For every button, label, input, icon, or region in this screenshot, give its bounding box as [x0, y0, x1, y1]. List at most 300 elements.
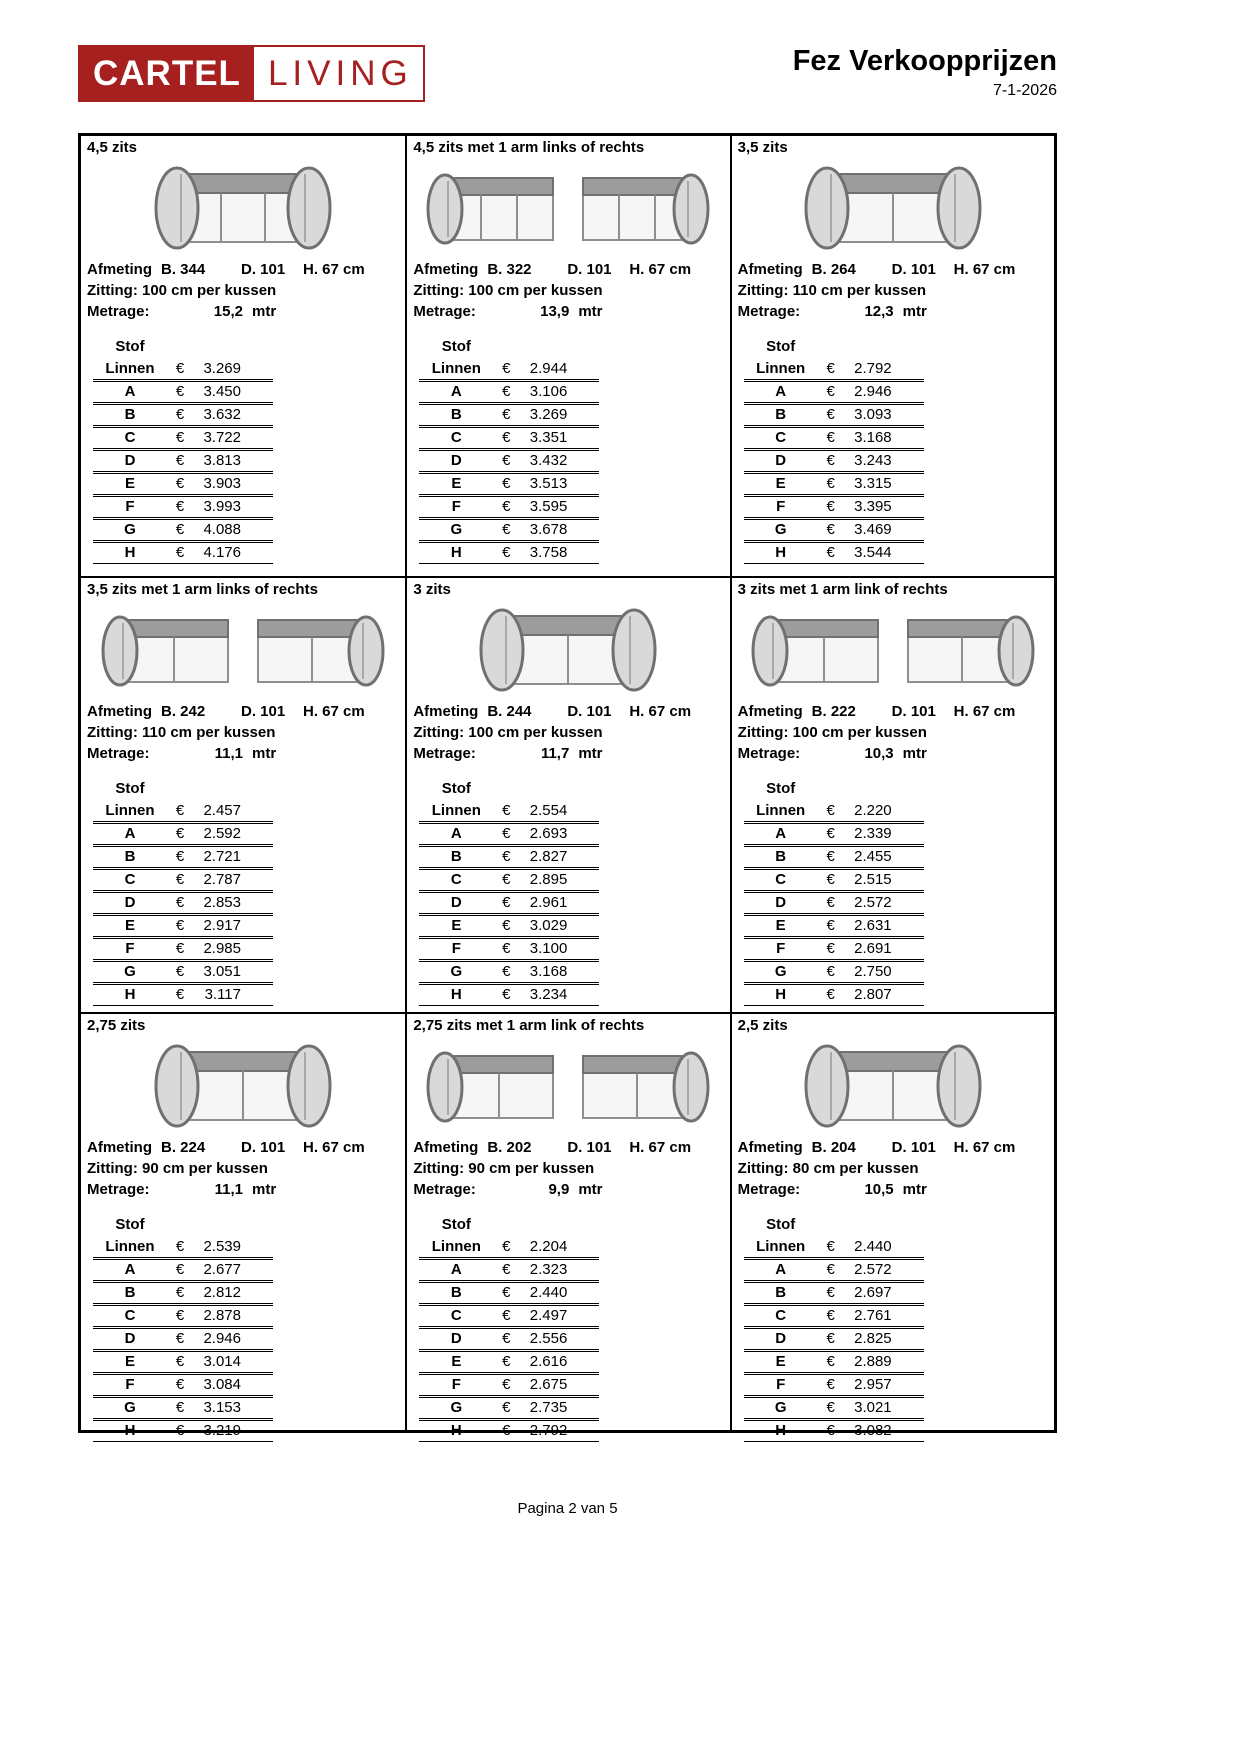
price-value: 3.678 — [529, 521, 568, 538]
price-value: 3.903 — [203, 475, 241, 492]
mtr-unit: mtr — [902, 303, 927, 320]
metrage-label: Metrage: — [737, 745, 801, 762]
price-value: 2.675 — [529, 1376, 568, 1393]
dimensions-line — [413, 259, 723, 280]
price-row — [744, 1305, 924, 1327]
width-value: B. 244 — [487, 703, 532, 720]
fabric-name: B — [124, 848, 136, 865]
price-row — [744, 1237, 924, 1258]
metrage-value: 15,2 — [213, 303, 243, 320]
euro-sign: € — [502, 1307, 511, 1324]
price-value: 3.432 — [529, 452, 568, 469]
fabric-name: A — [775, 383, 787, 400]
price-value: 2.721 — [203, 848, 241, 865]
euro-sign: € — [175, 871, 185, 888]
price-row — [419, 1237, 599, 1258]
fabric-name: C — [450, 1307, 462, 1324]
price-row — [419, 846, 599, 868]
euro-sign: € — [175, 1238, 185, 1255]
sofa-diagram-icon — [87, 1035, 399, 1137]
euro-sign: € — [502, 1261, 511, 1278]
euro-sign: € — [175, 429, 185, 446]
sofa-two-arms-icon — [151, 1042, 335, 1132]
metrage-label: Metrage: — [413, 1181, 476, 1198]
price-value: 2.323 — [529, 1261, 568, 1278]
product-title: 2,75 zits — [87, 1017, 146, 1034]
price-value: 2.631 — [854, 917, 892, 934]
fabric-name: G — [774, 521, 787, 538]
euro-sign: € — [175, 848, 185, 865]
afmeting-label: Afmeting — [737, 1139, 803, 1156]
euro-sign: € — [175, 917, 185, 934]
price-value: 3.632 — [203, 406, 241, 423]
price-value: 3.315 — [854, 475, 892, 492]
fabric-name: H — [124, 986, 136, 1003]
stof-header: Stof — [766, 1216, 796, 1233]
euro-sign: € — [502, 1284, 511, 1301]
zitting-line: Zitting: 100 cm per kussen — [87, 282, 277, 299]
euro-sign: € — [502, 802, 511, 819]
price-value: 3.243 — [854, 452, 892, 469]
euro-sign: € — [826, 406, 835, 423]
fabric-name: F — [451, 498, 461, 515]
euro-sign: € — [502, 940, 511, 957]
fabric-name: A — [124, 1261, 136, 1278]
fabric-name: A — [124, 383, 136, 400]
dimensions-line — [413, 1137, 723, 1158]
fabric-name: D — [124, 452, 136, 469]
fabric-name: F — [776, 940, 786, 957]
fabric-name: Linnen — [431, 802, 481, 819]
fabric-name: D — [450, 894, 462, 911]
price-value: 2.917 — [203, 917, 241, 934]
price-value: 2.792 — [529, 1422, 568, 1439]
metrage-value: 13,9 — [540, 303, 570, 320]
metrage-line — [87, 1179, 399, 1200]
product-cell — [81, 576, 405, 1012]
stof-header: Stof — [441, 780, 471, 797]
price-row — [93, 404, 273, 426]
sofa-two-arms-icon — [151, 164, 335, 254]
euro-sign: € — [826, 452, 835, 469]
logo-cartel-text: CARTEL — [80, 47, 254, 100]
price-value: 2.961 — [529, 894, 568, 911]
price-value: 3.014 — [203, 1353, 241, 1370]
fabric-name: E — [775, 1353, 786, 1370]
euro-sign: € — [175, 940, 185, 957]
euro-sign: € — [175, 360, 185, 377]
mtr-unit: mtr — [578, 1181, 603, 1198]
metrage-line — [87, 301, 399, 322]
sofa-two-arms-icon — [476, 606, 660, 696]
height-value: H. 67 cm — [629, 703, 692, 720]
product-cell — [405, 1012, 729, 1439]
price-row — [93, 542, 273, 564]
metrage-label: Metrage: — [87, 303, 150, 320]
fabric-name: H — [124, 1422, 136, 1439]
fabric-name: H — [124, 544, 136, 561]
euro-sign: € — [502, 406, 511, 423]
euro-sign: € — [175, 1261, 185, 1278]
fabric-name: F — [451, 1376, 461, 1393]
price-row — [93, 1397, 273, 1419]
fabric-name: H — [775, 1422, 787, 1439]
dimensions-line — [738, 701, 1048, 722]
stof-header: Stof — [766, 780, 796, 797]
euro-sign: € — [826, 1238, 835, 1255]
fabric-name: C — [124, 429, 136, 446]
price-value: 3.029 — [529, 917, 568, 934]
metrage-line — [738, 301, 1048, 322]
euro-sign: € — [175, 383, 185, 400]
stof-header: Stof — [766, 338, 796, 355]
price-row — [419, 450, 599, 472]
height-value: H. 67 cm — [303, 1139, 365, 1156]
price-row — [419, 869, 599, 891]
metrage-label: Metrage: — [413, 745, 476, 762]
price-rows — [419, 801, 599, 1006]
price-value: 3.219 — [203, 1422, 241, 1439]
page-number: Pagina 2 van 5 — [517, 1500, 618, 1517]
price-row — [744, 1374, 924, 1396]
product-cell — [405, 136, 729, 576]
price-row — [744, 519, 924, 541]
fabric-price-table — [93, 1215, 273, 1442]
price-value: 3.234 — [529, 986, 568, 1003]
price-value: 4.088 — [203, 521, 241, 538]
sofa-one-arm-left-icon — [425, 166, 559, 252]
afmeting-label: Afmeting — [413, 261, 479, 278]
zitting-line: Zitting: 100 cm per kussen — [413, 724, 603, 741]
euro-sign: € — [502, 1353, 511, 1370]
price-row — [419, 542, 599, 564]
metrage-value: 11,7 — [540, 745, 570, 762]
fabric-name: C — [450, 871, 462, 888]
fabric-name: Linnen — [756, 802, 806, 819]
depth-value: D. 101 — [241, 261, 286, 278]
price-value: 2.556 — [529, 1330, 568, 1347]
zitting-line: Zitting: 90 cm per kussen — [413, 1160, 595, 1177]
sofa-one-arm-right-icon — [577, 166, 711, 252]
price-row — [93, 1351, 273, 1373]
price-value: 3.595 — [529, 498, 568, 515]
price-value: 2.440 — [529, 1284, 568, 1301]
metrage-value: 9,9 — [548, 1181, 570, 1198]
width-value: B. 322 — [487, 261, 532, 278]
price-row — [419, 1259, 599, 1281]
price-row — [93, 1305, 273, 1327]
price-row — [93, 823, 273, 845]
metrage-label: Metrage: — [87, 1181, 150, 1198]
product-title: 2,5 zits — [737, 1017, 788, 1034]
euro-sign: € — [826, 1307, 835, 1324]
price-row — [419, 473, 599, 495]
metrage-label: Metrage: — [737, 1181, 801, 1198]
fabric-name: B — [450, 406, 462, 423]
euro-sign: € — [175, 1399, 185, 1416]
metrage-line — [87, 743, 399, 764]
stof-header: Stof — [441, 338, 471, 355]
price-row — [419, 823, 599, 845]
product-title: 4,5 zits — [87, 139, 138, 156]
metrage-line — [738, 1179, 1048, 1200]
price-value: 3.168 — [854, 429, 892, 446]
page-footer — [78, 1500, 1057, 1517]
price-row — [93, 381, 273, 403]
price-row — [419, 359, 599, 380]
price-row — [93, 359, 273, 380]
euro-sign: € — [502, 825, 511, 842]
euro-sign: € — [502, 452, 511, 469]
fabric-name: F — [451, 940, 461, 957]
price-value: 2.592 — [203, 825, 241, 842]
width-value: B. 264 — [811, 261, 856, 278]
euro-sign: € — [502, 521, 511, 538]
price-value: 2.693 — [529, 825, 568, 842]
euro-sign: € — [502, 871, 511, 888]
price-value: 3.093 — [854, 406, 892, 423]
euro-sign: € — [502, 1376, 511, 1393]
height-value: H. 67 cm — [953, 1139, 1016, 1156]
fabric-name: D — [124, 1330, 136, 1347]
fabric-name: A — [450, 825, 462, 842]
price-row — [744, 823, 924, 845]
euro-sign: € — [826, 825, 835, 842]
price-value: 2.946 — [854, 383, 892, 400]
sofa-diagram-icon — [413, 599, 723, 701]
fabric-name: D — [124, 894, 136, 911]
price-value: 3.544 — [854, 544, 892, 561]
metrage-line — [413, 743, 723, 764]
fabric-name: A — [124, 825, 136, 842]
fabric-price-table — [419, 1215, 599, 1442]
price-row — [93, 1282, 273, 1304]
price-row — [744, 1328, 924, 1350]
euro-sign: € — [175, 521, 185, 538]
euro-sign: € — [175, 498, 185, 515]
price-row — [419, 1374, 599, 1396]
sofa-diagram-icon — [413, 157, 723, 259]
price-value: 2.677 — [203, 1261, 241, 1278]
price-value: 2.957 — [854, 1376, 892, 1393]
product-cell — [81, 136, 405, 576]
product-cell — [405, 576, 729, 1012]
price-row — [419, 892, 599, 914]
euro-sign: € — [826, 871, 835, 888]
euro-sign: € — [175, 1353, 185, 1370]
fabric-name: D — [775, 452, 787, 469]
euro-sign: € — [826, 360, 835, 377]
price-row — [744, 892, 924, 914]
zitting-line: Zitting: 100 cm per kussen — [737, 724, 927, 741]
fabric-name: F — [776, 498, 786, 515]
metrage-value: 10,3 — [864, 745, 894, 762]
price-row — [419, 801, 599, 822]
fabric-name: B — [124, 406, 136, 423]
price-row — [419, 1351, 599, 1373]
fabric-name: G — [124, 963, 136, 980]
price-row — [93, 938, 273, 960]
afmeting-label: Afmeting — [737, 703, 803, 720]
product-title: 3 zits met 1 arm link of rechts — [737, 581, 948, 598]
afmeting-label: Afmeting — [87, 703, 152, 720]
fabric-name: Linnen — [431, 360, 481, 377]
fabric-name: A — [450, 1261, 462, 1278]
metrage-line — [413, 1179, 723, 1200]
afmeting-label: Afmeting — [87, 261, 152, 278]
euro-sign: € — [826, 498, 835, 515]
price-value: 2.812 — [203, 1284, 241, 1301]
width-value: B. 222 — [811, 703, 856, 720]
euro-sign: € — [175, 986, 185, 1003]
price-row — [419, 915, 599, 937]
fabric-name: G — [124, 1399, 136, 1416]
mtr-unit: mtr — [252, 303, 277, 320]
price-value: 3.993 — [203, 498, 241, 515]
price-value: 2.792 — [854, 360, 892, 377]
dimensions-line — [87, 1137, 399, 1158]
fabric-name: G — [450, 521, 463, 538]
fabric-price-table — [744, 779, 924, 1006]
price-value: 2.807 — [854, 986, 892, 1003]
metrage-label: Metrage: — [413, 303, 476, 320]
euro-sign: € — [826, 917, 835, 934]
fabric-name: Linnen — [431, 1238, 481, 1255]
logo-living-text: LIVING — [254, 47, 423, 100]
zitting-line: Zitting: 80 cm per kussen — [737, 1160, 919, 1177]
afmeting-label: Afmeting — [87, 1139, 152, 1156]
fabric-name: C — [124, 871, 136, 888]
euro-sign: € — [502, 1399, 511, 1416]
price-rows — [419, 359, 599, 564]
price-row — [744, 542, 924, 564]
price-row — [744, 1259, 924, 1281]
euro-sign: € — [175, 963, 185, 980]
price-rows — [744, 801, 924, 1006]
fabric-name: C — [775, 429, 787, 446]
fabric-name: D — [450, 1330, 462, 1347]
product-cell — [730, 136, 1054, 576]
price-row — [744, 984, 924, 1006]
metrage-value: 12,3 — [864, 303, 894, 320]
sofa-diagram-icon — [738, 599, 1048, 701]
cartel-living-logo — [78, 45, 425, 102]
sofa-diagram-icon — [87, 599, 399, 701]
euro-sign: € — [502, 360, 511, 377]
euro-sign: € — [502, 1330, 511, 1347]
mtr-unit: mtr — [578, 745, 603, 762]
price-value: 3.722 — [203, 429, 241, 446]
fabric-price-table — [419, 779, 599, 1006]
fabric-name: B — [450, 848, 462, 865]
price-rows — [93, 801, 273, 1006]
fabric-name: A — [775, 825, 787, 842]
price-value: 3.269 — [203, 360, 241, 377]
height-value: H. 67 cm — [303, 703, 365, 720]
fabric-name: H — [450, 544, 462, 561]
euro-sign: € — [502, 1238, 511, 1255]
metrage-line — [738, 743, 1048, 764]
fabric-name: B — [775, 406, 787, 423]
product-cell — [81, 1012, 405, 1439]
euro-sign: € — [175, 1422, 185, 1439]
product-cell — [730, 1012, 1054, 1439]
page-header — [78, 45, 1057, 102]
depth-value: D. 101 — [567, 1139, 612, 1156]
product-title: 4,5 zits met 1 arm links of rechts — [413, 139, 645, 156]
fabric-price-table — [744, 1215, 924, 1442]
price-row — [93, 519, 273, 541]
fabric-name: Linnen — [756, 1238, 806, 1255]
page-title: Fez Verkoopprijzen — [792, 45, 1057, 77]
fabric-name: G — [450, 1399, 463, 1416]
price-row — [744, 473, 924, 495]
euro-sign: € — [502, 429, 511, 446]
depth-value: D. 101 — [241, 1139, 286, 1156]
product-title: 2,75 zits met 1 arm link of rechts — [413, 1017, 645, 1034]
mtr-unit: mtr — [902, 1181, 927, 1198]
dimensions-line — [738, 259, 1048, 280]
zitting-line: Zitting: 90 cm per kussen — [87, 1160, 268, 1177]
euro-sign: € — [175, 1330, 185, 1347]
fabric-price-table — [744, 337, 924, 564]
depth-value: D. 101 — [891, 261, 936, 278]
price-row — [93, 496, 273, 518]
price-row — [744, 938, 924, 960]
fabric-name: B — [775, 1284, 787, 1301]
fabric-name: B — [124, 1284, 136, 1301]
fabric-name: E — [451, 917, 462, 934]
euro-sign: € — [826, 383, 835, 400]
fabric-name: H — [775, 544, 787, 561]
price-row — [93, 984, 273, 1006]
price-rows — [419, 1237, 599, 1442]
sofa-two-arms-icon — [801, 1042, 985, 1132]
fabric-name: F — [776, 1376, 786, 1393]
price-row — [419, 427, 599, 449]
price-value: 3.082 — [854, 1422, 892, 1439]
euro-sign: € — [826, 894, 835, 911]
price-rows — [93, 359, 273, 564]
euro-sign: € — [502, 917, 511, 934]
product-title: 3,5 zits met 1 arm links of rechts — [87, 581, 318, 598]
price-value: 3.100 — [529, 940, 568, 957]
price-value: 2.944 — [529, 360, 568, 377]
euro-sign: € — [826, 1284, 835, 1301]
price-row — [93, 1237, 273, 1258]
price-row — [93, 869, 273, 891]
price-value: 2.889 — [854, 1353, 892, 1370]
zitting-line: Zitting: 110 cm per kussen — [737, 282, 927, 299]
euro-sign: € — [826, 963, 835, 980]
euro-sign: € — [502, 848, 511, 865]
height-value: H. 67 cm — [953, 703, 1016, 720]
euro-sign: € — [502, 544, 511, 561]
price-row — [93, 1259, 273, 1281]
price-value: 3.813 — [203, 452, 241, 469]
price-row — [93, 473, 273, 495]
price-row — [93, 450, 273, 472]
euro-sign: € — [826, 1330, 835, 1347]
price-value: 2.497 — [529, 1307, 568, 1324]
price-value: 3.153 — [203, 1399, 241, 1416]
fabric-price-table — [93, 337, 273, 564]
fabric-name: E — [451, 1353, 462, 1370]
metrage-value: 11,1 — [214, 1181, 243, 1198]
price-row — [93, 961, 273, 983]
price-value: 2.440 — [854, 1238, 892, 1255]
sofa-diagram-icon — [738, 1035, 1048, 1137]
